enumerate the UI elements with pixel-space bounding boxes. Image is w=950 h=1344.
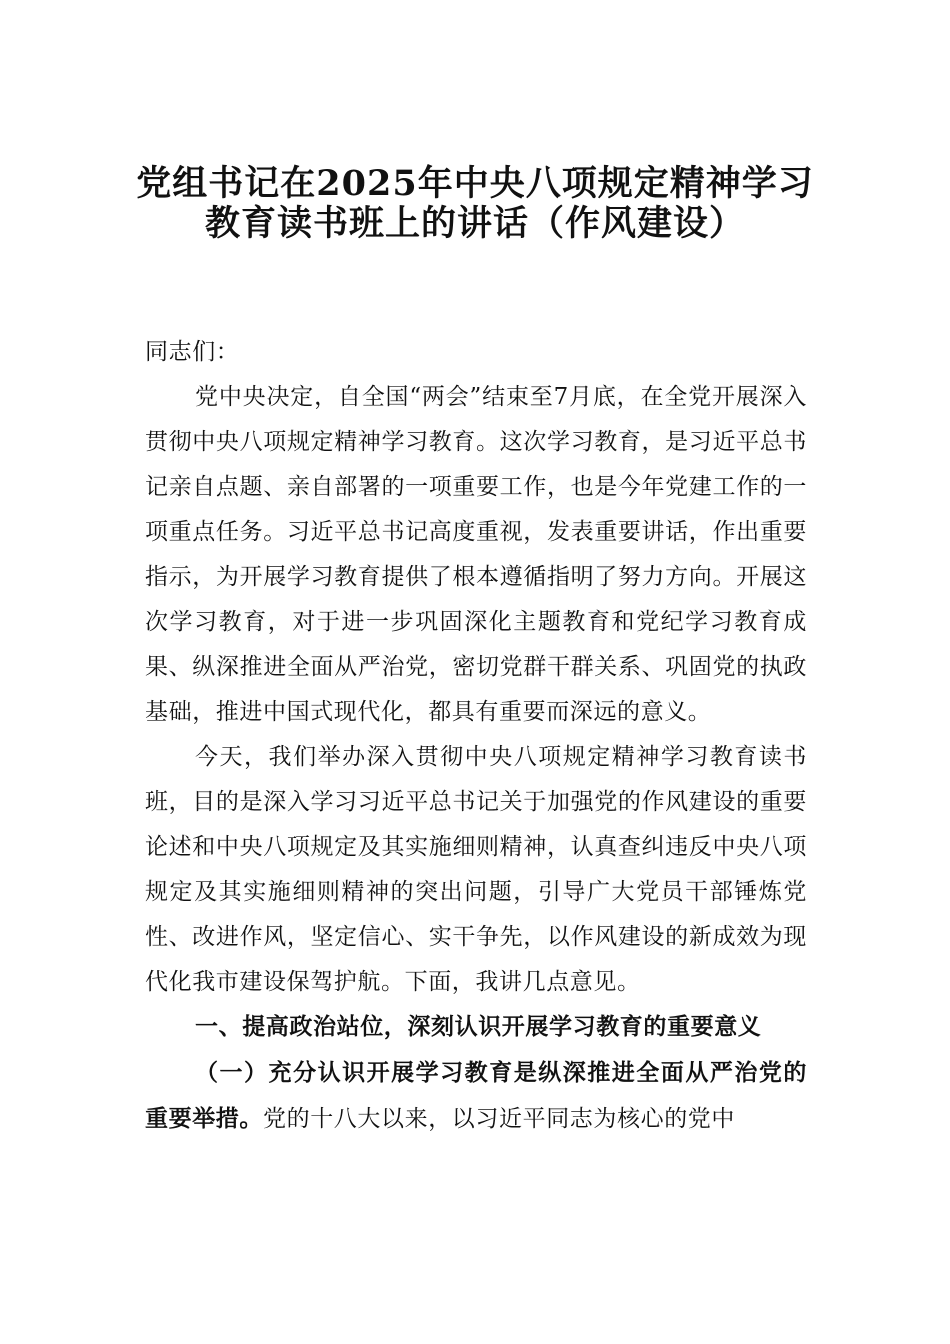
section-heading-1: 一、提高政治站位，深刻认识开展学习教育的重要意义: [195, 1014, 762, 1040]
document-body: [145, 330, 807, 1142]
subsection-heading-1: （一）充分认识开展学习教育是纵深推进全面从严治党的重要举措。: [145, 1059, 807, 1132]
paragraph-1: 党中央决定，自全国“两会”结束至7月底，在全党开展深入贯彻中央八项规定精神学习教育。这次学习教育，是习近平总书记亲自点题、亲自部署的一项重要工作，也是今年党建工作的一项重点任务。习近平总书记高度重视，发表重要讲话，作出重要指示，为开展学习教育提供了根本遵循指明了努力方向。开展这次学习教育，对于进一步巩固深化主题教育和党纪学习教育成果、纵深推进全面从严治党，密切党群干群关系、巩固党的执政基础，推进中国式现代化，都具有重要而深远的意义。: [145, 384, 807, 725]
subsection-text-1: 党的十八大以来，以习近平同志为核心的党中: [263, 1106, 735, 1132]
salutation: 同志们：: [145, 339, 240, 365]
document-title-line-1: 党组书记在2025年中央八项规定精神学习: [136, 163, 814, 204]
subsection-paragraph-1: [145, 1050, 807, 1142]
document-title-line-2: 教育读书班上的讲话（作风建设）: [204, 203, 745, 244]
paragraph-2: 今天，我们举办深入贯彻中央八项规定精神学习教育读书班，目的是深入学习习近平总书记关于加强党的作风建设的重要论述和中央八项规定及其实施细则精神，认真查纠违反中央八项规定及其实施细则精神的突出问题，引导广大党员干部锤炼党性、改进作风，坚定信心、实干争先，以作风建设的新成效为现代化我市建设保驾护航。下面，我讲几点意见。: [145, 744, 807, 995]
